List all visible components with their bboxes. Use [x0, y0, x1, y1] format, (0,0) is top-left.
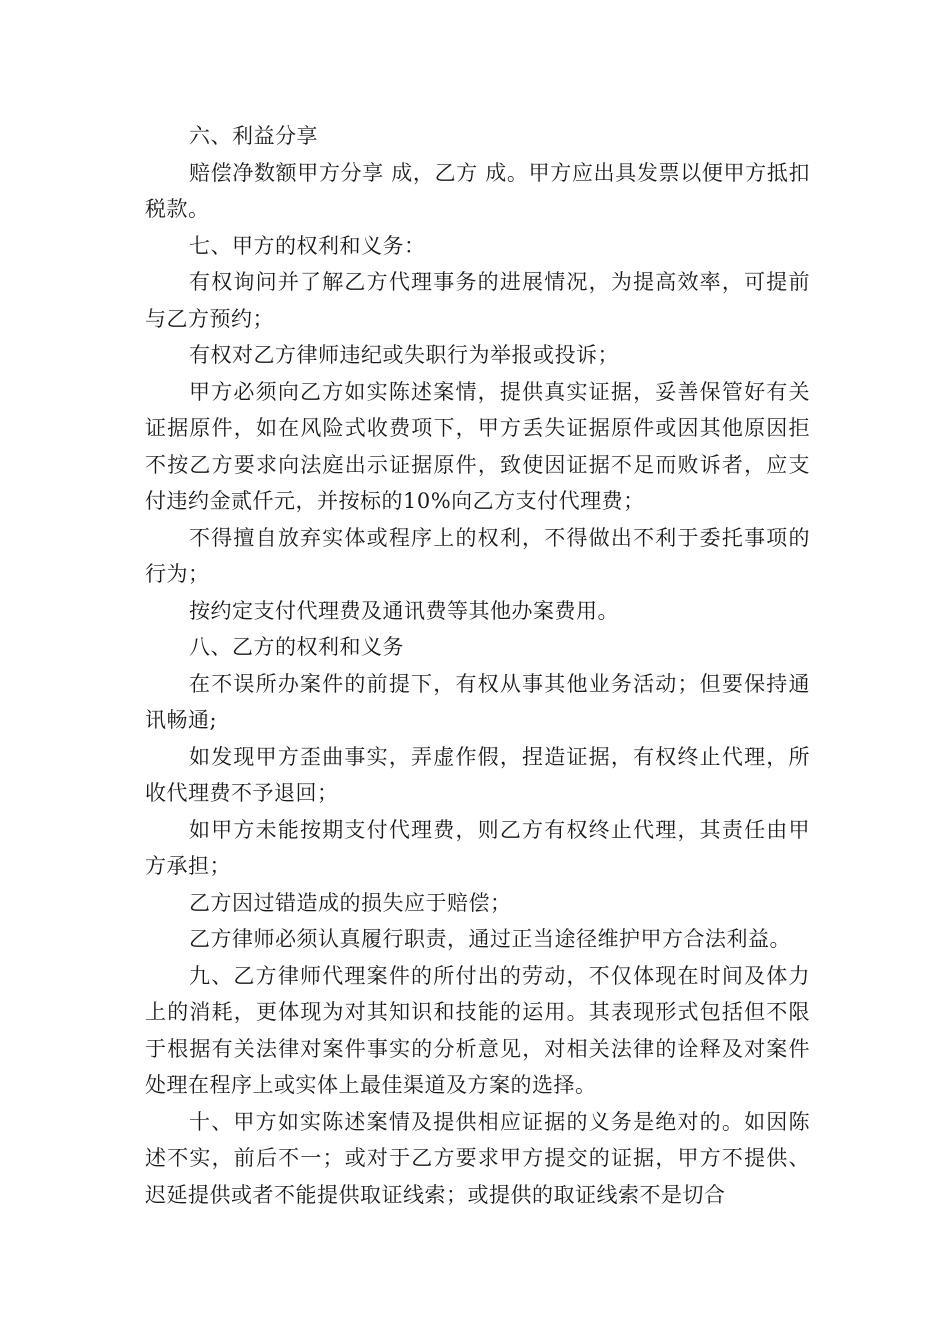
section-9-paragraph: 九、乙方律师代理案件的所付出的劳动，不仅体现在时间及体力上的消耗，更体现为对其知识和技能的运用。其表现形式包括但不限于根据有关法律对案件事实的分析意见，对相关法律的诠释及对案件处理在程序上或实体上最佳渠道及方案的选择。: [145, 963, 810, 1097]
paragraph-party-a-duty-rights: 不得擅自放弃实体或程序上的权利，不得做出不利于委托事项的行为；: [145, 525, 810, 586]
paragraph-party-b-right-terminate-fraud: 如发现甲方歪曲事实，弄虚作假，捏造证据，有权终止代理，所收代理费不予退回；: [145, 744, 810, 805]
paragraph-party-b-duty-compensation: 乙方因过错造成的损失应于赔偿；: [189, 890, 512, 915]
paragraph-party-a-duty-fees: 按约定支付代理费及通讯费等其他办案费用。: [189, 598, 619, 623]
paragraph-party-a-right-complaint: 有权对乙方律师违纪或失职行为举报或投诉；: [189, 343, 619, 367]
paragraph-profit-share: 赔偿净数额甲方分享 成，乙方 成。甲方应出具发票以便甲方抵扣税款。: [145, 160, 810, 221]
paragraph-party-a-right-inquiry: 有权询问并了解乙方代理事务的进展情况，为提高效率，可提前与乙方预约；: [145, 270, 810, 331]
section-heading-8: 八、乙方的权利和义务: [189, 635, 404, 659]
paragraph-party-b-duty-diligence: 乙方律师必须认真履行职责，通过正当途径维护甲方合法利益。: [189, 927, 791, 951]
paragraph-party-a-duty-evidence: 甲方必须向乙方如实陈述案情，提供真实证据，妥善保管好有关证据原件，如在风险式收费项下，甲方丢失证据原件或因其他原因拒不按乙方要求向法庭出示证据原件，致使因证据不足而败诉者，应支付违约金贰仟元，并按标的10%向乙方支付代理费；: [145, 379, 810, 513]
paragraph-party-b-right-terminate-payment: 如甲方未能按期支付代理费，则乙方有权终止代理，其责任由甲方承担；: [145, 817, 810, 878]
paragraph-party-b-right-business: 在不误所办案件的前提下，有权从事其他业务活动；但要保持通讯畅通;: [145, 671, 810, 732]
section-heading-6: 六、利益分享: [189, 124, 318, 148]
section-10-paragraph: 十、甲方如实陈述案情及提供相应证据的义务是绝对的。如因陈述不实，前后不一；或对于乙方要求甲方提交的证据，甲方不提供、迟延提供或者不能提供取证线索；或提供的取证线索不是切合: [145, 1109, 810, 1207]
section-heading-7: 七、甲方的权利和义务：: [189, 233, 426, 258]
document-page: [145, 118, 810, 1213]
